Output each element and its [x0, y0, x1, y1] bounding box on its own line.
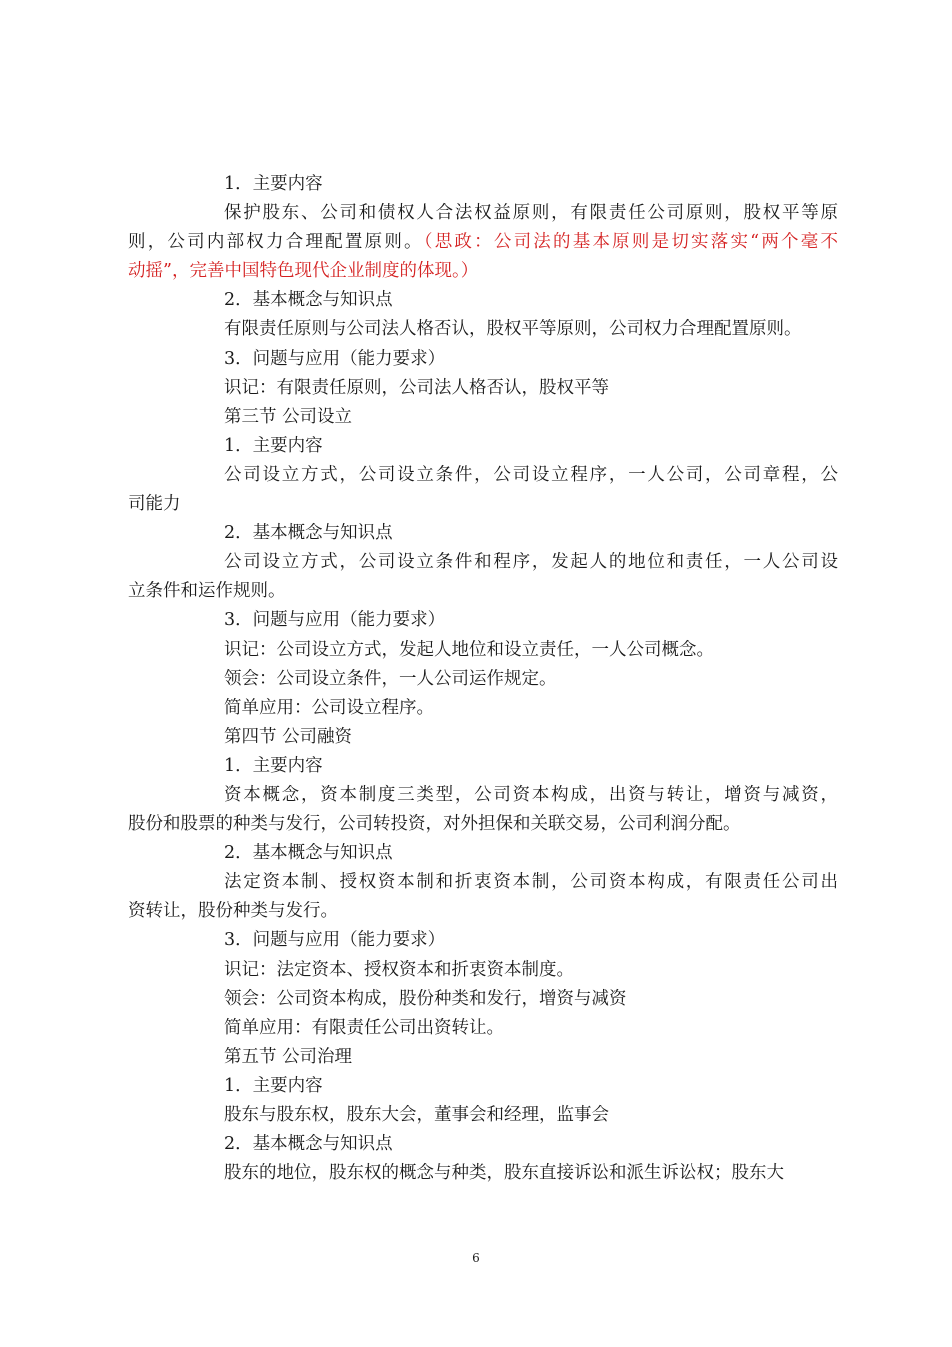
heading-application: 3．问题与应用（能力要求） — [224, 930, 446, 951]
paragraph-line: 简单应用：公司设立程序。 — [224, 697, 434, 718]
paragraph-line: 识记：有限责任原则，公司法人格否认，股权平等 — [224, 377, 609, 398]
section-title: 第五节 公司治理 — [224, 1046, 353, 1067]
paragraph-line: 法定资本制、授权资本制和折衷资本制，公司资本构成，有限责任公司出 — [224, 872, 838, 893]
paragraph-line: 公司设立方式，公司设立条件和程序，发起人的地位和责任，一人公司设 — [224, 552, 838, 573]
section-title: 第四节 公司融资 — [224, 726, 353, 747]
section-title: 第三节 公司设立 — [224, 406, 353, 427]
heading-concepts: 2．基本概念与知识点 — [224, 290, 393, 311]
heading-application: 3．问题与应用（能力要求） — [224, 348, 446, 369]
paragraph-line: 领会：公司资本构成，股份种类和发行，增资与减资 — [224, 988, 627, 1009]
paragraph-line: 识记：法定资本、授权资本和折衷资本制度。 — [224, 959, 574, 980]
paragraph-line: 公司设立方式，公司设立条件，公司设立程序，一人公司，公司章程，公 — [224, 464, 838, 485]
paragraph-line: 股东的地位，股东权的概念与种类，股东直接诉讼和派生诉讼权；股东大 — [224, 1163, 784, 1184]
paragraph-line: 资本概念，资本制度三类型，公司资本构成，出资与转让，增资与减资， — [224, 784, 838, 805]
paragraph-line: 股东与股东权，股东大会，董事会和经理，监事会 — [224, 1105, 609, 1125]
paragraph-line: 领会：公司设立条件，一人公司运作规定。 — [224, 668, 557, 689]
paragraph-line: 保护股东、公司和债权人合法权益原则，有限责任公司原则，股权平等原 — [224, 203, 838, 224]
paragraph-line: 立条件和运作规则。 — [128, 581, 286, 602]
paragraph-line: 司能力 — [128, 494, 181, 515]
paragraph-line: 股份和股票的种类与发行，公司转投资，对外担保和关联交易，公司利润分配。 — [128, 814, 741, 835]
page-number: 6 — [472, 1251, 480, 1265]
heading-application: 3．问题与应用（能力要求） — [224, 610, 446, 631]
heading-main-content: 1．主要内容 — [224, 435, 323, 456]
heading-concepts: 2．基本概念与知识点 — [224, 1134, 393, 1155]
page-body — [128, 170, 838, 1188]
heading-concepts: 2．基本概念与知识点 — [224, 523, 393, 544]
heading-main-content: 1．主要内容 — [224, 755, 323, 776]
paragraph-line: 简单应用：有限责任公司出资转让。 — [224, 1017, 504, 1038]
ideology-note-text: 动摇”，完善中国特色现代企业制度的体现。） — [128, 261, 479, 282]
ideology-note-text: （思政：公司法的基本原则是切实落实“两个毫不 — [423, 232, 838, 253]
heading-main-content: 1．主要内容 — [224, 1075, 323, 1096]
paragraph-line: 有限责任原则与公司法人格否认，股权平等原则，公司权力合理配置原则。 — [224, 319, 802, 340]
paragraph-text: 则，公司内部权力合理配置原则。 — [128, 232, 424, 253]
paragraph-line-mixed — [128, 228, 838, 257]
paragraph-line: 识记：公司设立方式，发起人地位和设立责任，一人公司概念。 — [224, 639, 714, 660]
heading-main-content: 1．主要内容 — [224, 174, 323, 194]
heading-concepts: 2．基本概念与知识点 — [224, 843, 393, 864]
paragraph-line: 资转让，股份种类与发行。 — [128, 901, 338, 922]
